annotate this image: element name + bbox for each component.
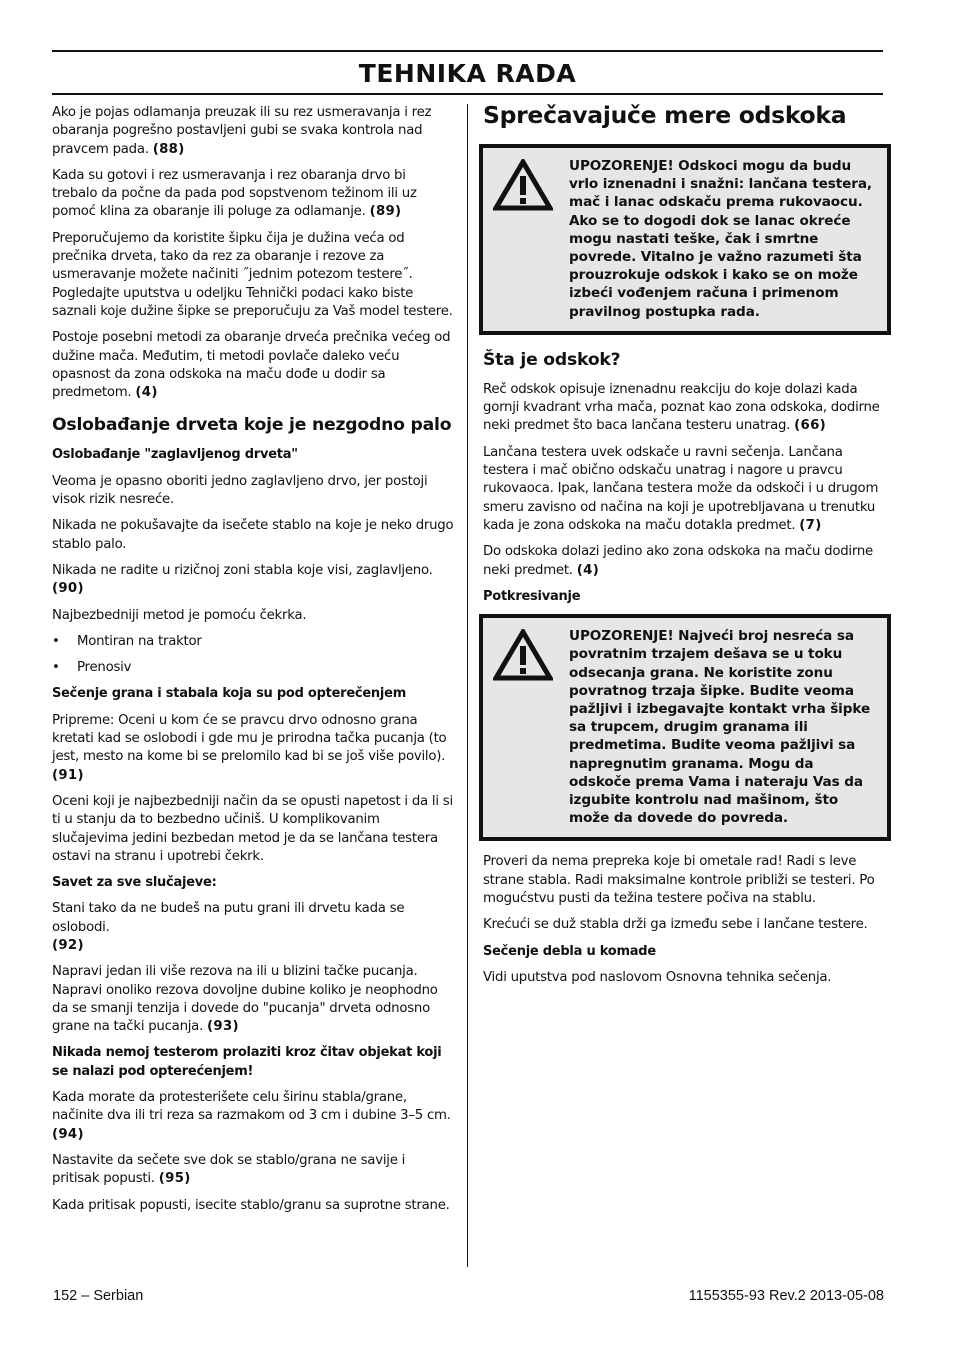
- paragraph: Najbezbedniji metod je pomoću čekrka.: [52, 607, 307, 623]
- paragraph: Kada su gotovi i rez usmeravanja i rez obaranja drvo bi trebalo da počne da pada pod sopstvenom težinom ili uz pomoć klina za obaranje ili poluge za odlamanje. (89): [52, 167, 417, 220]
- paragraph: Veoma je opasno oboriti jedno zaglavljeno drvo, jer postoji visok rizik nesreće.: [52, 473, 428, 508]
- section-heading: Oslobađanje drveta koje je nezgodno palo: [52, 415, 452, 436]
- right-column: [483, 100, 883, 995]
- paragraph: Oceni koji je najbezbedniji način da se opusti napetost i da li si ti u stanju da to bezbedno učiniš. U komplikovanim slučajevima jedini bezbedan metod je da se lančana testera ostavi na stranu i upotrebi čekrk.: [52, 793, 453, 864]
- page-title: TEHNIKA RADA: [358, 59, 577, 88]
- paragraph: Do odskoka dolazi jedino ako zona odskoka na maču dodirne neki predmet. (4): [483, 544, 873, 578]
- paragraph: Stani tako da ne budeš na putu grani ili drvetu kada se oslobodi. (92): [52, 901, 405, 953]
- subheading: Sečenje debla u komade: [483, 943, 656, 959]
- paragraph: Lančana testera uvek odskače u ravni sečenja. Lančana testera i mač obično odskaču unatrag i nagore u pravcu rukovaoca. Ipak, lančana testera može da odskoči i u drugom smeru zavisno od načina na koji je upotrebljavana u trenutku kada je zona odskoka na maču dotakla predmet. (7): [483, 444, 879, 533]
- paragraph: Nastavite da sečete sve dok se stablo/grana ne savije i pritisak popusti. (95): [52, 1152, 406, 1187]
- figure-ref: (91): [52, 767, 84, 783]
- figure-ref: (66): [794, 418, 827, 434]
- paragraph: Krećući se duž stabla drži ga između sebe i lančane testere.: [483, 917, 868, 933]
- figure-ref: (89): [369, 204, 402, 220]
- subheading: Potkresivanje: [483, 588, 581, 604]
- warning-box: [479, 144, 891, 335]
- subheading: Nikada nemoj testerom prolaziti kroz čitav objekat koji se nalazi pod opterećenjem!: [52, 1045, 442, 1079]
- section-heading: Šta je odskok?: [483, 349, 621, 370]
- subheading: Oslobađanje "zaglavljenog drveta": [52, 447, 298, 463]
- figure-ref: (90): [52, 581, 84, 597]
- bullet-list: [52, 633, 454, 678]
- figure-ref: (88): [152, 141, 185, 157]
- paragraph: Ako je pojas odlamanja preuzak ili su rez usmeravanja i rez obaranja pogrešno postavljeni gubi se svaka kontrola nad pravcem pada. (88): [52, 105, 432, 157]
- paragraph: Napravi jedan ili više rezova na ili u blizini tačke pucanja. Napravi onoliko rezova dovoljne dubine koliko je neophodno da se smanji tenzija i dovede do "pucanja" drveta odnosno grane na tački pucanja. (93): [52, 964, 438, 1035]
- figure-ref: (4): [576, 562, 600, 578]
- paragraph: Reč odskok opisuje iznenadnu reakciju do koje dolazi kada gornji kvadrant vrha mača, poznat kao zona odskoka, dodirne neki predmet što baca lančana testeru unatrag. (66): [483, 381, 880, 434]
- warning-triangle-icon: [493, 627, 569, 827]
- warning-box: [479, 614, 891, 841]
- column-divider: [467, 104, 468, 1267]
- subheading: Sečenje grana i stabala koja su pod opterečenjem: [52, 686, 406, 702]
- footer-doc-id: 1155355-93 Rev.2 2013-05-08: [688, 1288, 884, 1304]
- figure-ref: (94): [52, 1126, 84, 1142]
- paragraph: Postoje posebni metodi za obaranje drveća prečnika većeg od dužine mača. Međutim, ti metodi povlače daleko veću opasnost da zona odskoka na maču dođe u dodir sa predmetom. (4): [52, 330, 451, 401]
- warning-text: UPOZORENJE! Odskoci mogu da budu vrlo iznenadni i snažni: lančana testera, mač i lanac odskaču prema rukovaocu. Ako se to dogodi dok se lanac okreće mogu nastati teške, čak i smrtne povrede. Vitalno je važno razumeti šta prouzrokuje odskok i kako se on može izbeći vođenjem računa i primenom pravilnog postupka rada.: [569, 158, 872, 320]
- warning-triangle-icon: [493, 157, 569, 321]
- list-item: • Montiran na traktor: [52, 633, 454, 651]
- warning-text: UPOZORENJE! Najveći broj nesreća sa povratnim trzajem dešava se u toku odsecanja grana. Ne koristite zonu povratnog trzaja šipke. Budite veoma pažljivi i izbegavajte kontakt vrha šipke sa trupcem, drugim granama ili predmetima. Budite veoma pažljivi sa napregnutim granama. Mogu da odskoče prema Vama i nateraju Vas da izgubite kontrolu nad mašinom, što može da dovede do povreda.: [569, 628, 871, 827]
- footer-page-number: 152 – Serbian: [53, 1288, 144, 1304]
- paragraph: Kada pritisak popusti, isecite stablo/granu sa suprotne strane.: [52, 1197, 450, 1213]
- paragraph: Proveri da nema prepreka koje bi ometale rad! Radi s leve strane stabla. Radi maksimalne kontrole približi se testeri. Po mogućstvu pusti da težina testere počiva na stablu.: [483, 854, 875, 906]
- header-bottom-rule: [52, 93, 883, 95]
- paragraph: Vidi uputstva pod naslovom Osnovna tehnika sečenja.: [483, 969, 832, 985]
- figure-ref: (92): [52, 937, 84, 953]
- figure-ref: (4): [135, 385, 158, 401]
- figure-ref: (95): [158, 1171, 191, 1187]
- list-item: • Prenosiv: [52, 659, 454, 677]
- subheading: Savet za sve slučajeve:: [52, 875, 217, 891]
- section-title: Sprečavajuče mere odskoka: [483, 101, 847, 129]
- paragraph: Preporučujemo da koristite šipku čija je dužina veća od prečnika drveta, tako da rez za obaranje i rezove za usmeravanje možete načiniti ˝jednim potezom testere˝. Pogledajte uputstva u odeljku Tehnički podaci kako biste saznali koje dužine šipke se preporučuju za Vaš model testere.: [52, 230, 453, 319]
- left-column: [52, 104, 454, 1223]
- header-top-rule: [52, 50, 883, 52]
- paragraph: Pripreme: Oceni u kom će se pravcu drvo odnosno grana kretati kad se oslobodi i gde mu je prirodna tačka pucanja (to jest, mesto na kome bi se prelomilo kad bi se još više povilo). (91): [52, 712, 447, 783]
- figure-ref: (7): [799, 517, 822, 533]
- figure-ref: (93): [207, 1019, 239, 1035]
- paragraph: Kada morate da protesterišete celu širinu stabla/grane, načinite dva ili tri reza sa razmakom od 3 cm i dubine 3–5 cm. (94): [52, 1090, 451, 1142]
- paragraph: Nikada ne radite u rizičnoj zoni stabla koje visi, zaglavljeno. (90): [52, 562, 433, 597]
- paragraph: Nikada ne pokušavajte da isečete stablo na koje je neko drugo stablo palo.: [52, 518, 454, 552]
